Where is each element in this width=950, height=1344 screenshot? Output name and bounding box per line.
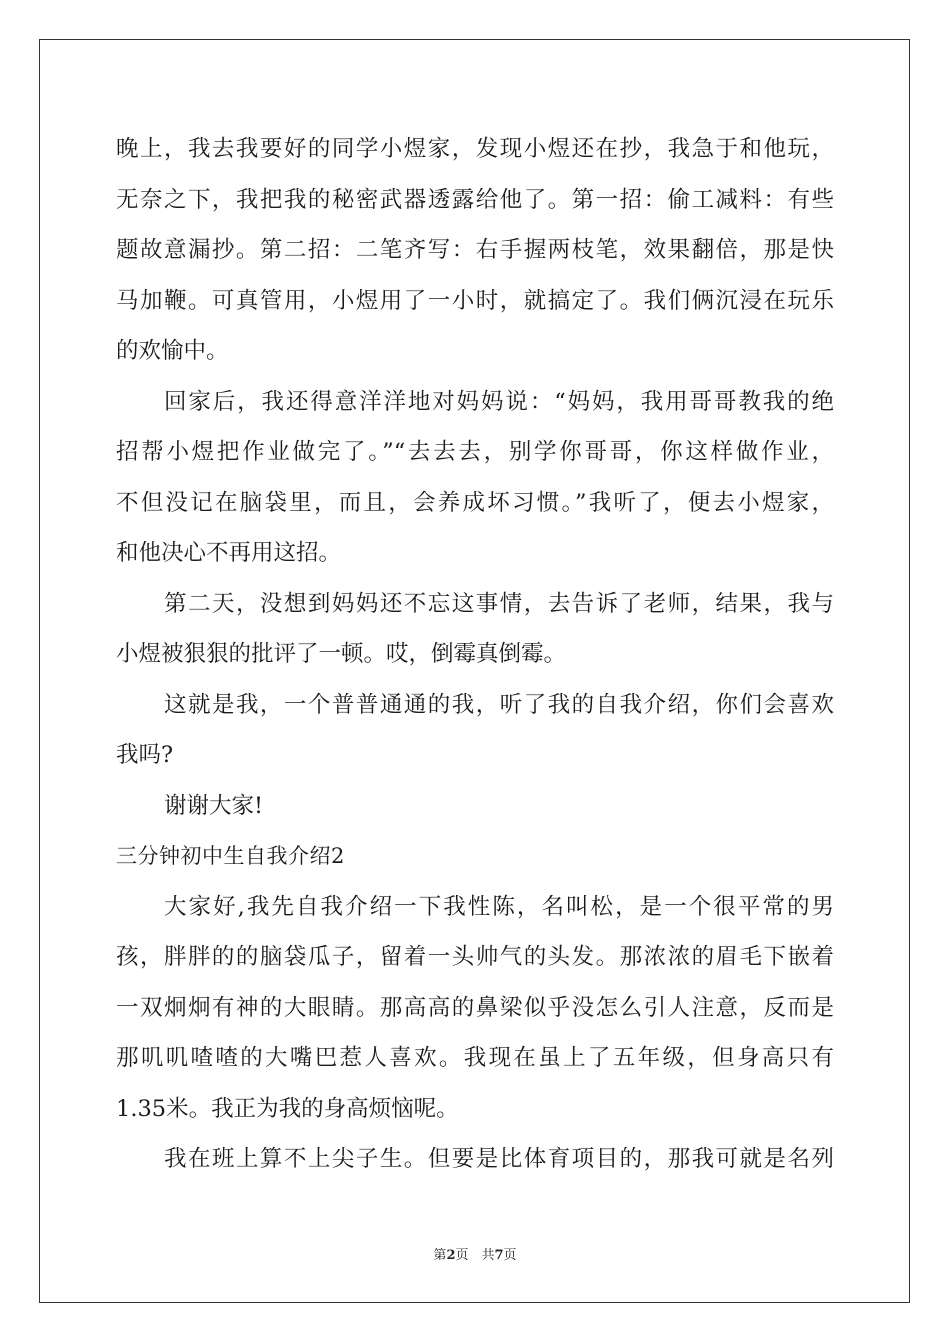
text-line: 晚上，我去我要好的同学小煜家，发现小煜还在抄，我急于和他玩， bbox=[116, 136, 834, 162]
section-title: 三分钟初中生自我介绍2 bbox=[116, 844, 345, 868]
paragraph bbox=[116, 680, 834, 781]
text-line: 那叽叽喳喳的大嘴巴惹人喜欢。我现在虽上了五年级，但身高只有 bbox=[116, 1045, 834, 1071]
paragraph bbox=[116, 1134, 834, 1185]
document-body bbox=[116, 124, 834, 1185]
text-line: 不但没记在脑袋里，而且，会养成坏习惯。”我听了，便去小煜家， bbox=[116, 489, 834, 516]
text-line: 大家好,我先自我介绍一下我性陈，名叫松，是一个很平常的男 bbox=[164, 893, 834, 920]
text-line: 孩，胖胖的的脑袋瓜子，留着一头帅气的头发。那浓浓的眉毛下嵌着 bbox=[116, 944, 834, 970]
text-line: 回家后，我还得意洋洋地对妈妈说：“妈妈，我用哥哥教我的绝 bbox=[164, 388, 834, 415]
paragraph bbox=[116, 377, 834, 579]
text-line: 题故意漏抄。第二招：二笔齐写：右手握两枝笔，效果翻倍，那是快 bbox=[116, 237, 834, 263]
page-total: 7 bbox=[494, 1248, 504, 1263]
text-line: 我在班上算不上尖子生。但要是比体育项目的，那我可就是名列 bbox=[164, 1146, 834, 1172]
page-prefix: 第 bbox=[433, 1248, 447, 1263]
text-line: 这就是我，一个普普通通的我，听了我的自我介绍，你们会喜欢 bbox=[164, 691, 834, 718]
page-number: 2 bbox=[446, 1248, 456, 1263]
text-line: 的欢愉中。 bbox=[116, 338, 229, 364]
text-line: 招帮小煜把作业做完了。”“去去去，别学你哥哥，你这样做作业， bbox=[116, 439, 834, 465]
page-mid: 页 共 bbox=[455, 1248, 495, 1263]
paragraph bbox=[116, 124, 834, 377]
text-line: 小煜被狠狠的批评了一顿。哎，倒霉真倒霉。 bbox=[116, 641, 567, 667]
text-line: 无奈之下，我把我的秘密武器透露给他了。第一招：偷工减料：有些 bbox=[116, 186, 834, 213]
page-footer bbox=[0, 1244, 950, 1263]
page-suffix: 页 bbox=[503, 1248, 517, 1263]
text-line: 1.35米。我正为我的身高烦恼呢。 bbox=[116, 1095, 459, 1122]
paragraph bbox=[116, 882, 834, 1135]
text-line: 谢谢大家! bbox=[164, 792, 264, 819]
text-line: 一双炯炯有神的大眼睛。那高高的鼻梁似乎没怎么引人注意，反而是 bbox=[116, 994, 834, 1021]
text-line: 马加鞭。可真管用，小煜用了一小时，就搞定了。我们俩沉浸在玩乐 bbox=[116, 287, 834, 314]
text-line: 我吗? bbox=[116, 742, 174, 768]
paragraph bbox=[116, 579, 834, 680]
text-line: 和他决心不再用这招。 bbox=[116, 540, 342, 566]
text-line: 第二天，没想到妈妈还不忘这事情，去告诉了老师，结果，我与 bbox=[164, 590, 834, 617]
paragraph bbox=[116, 781, 834, 832]
